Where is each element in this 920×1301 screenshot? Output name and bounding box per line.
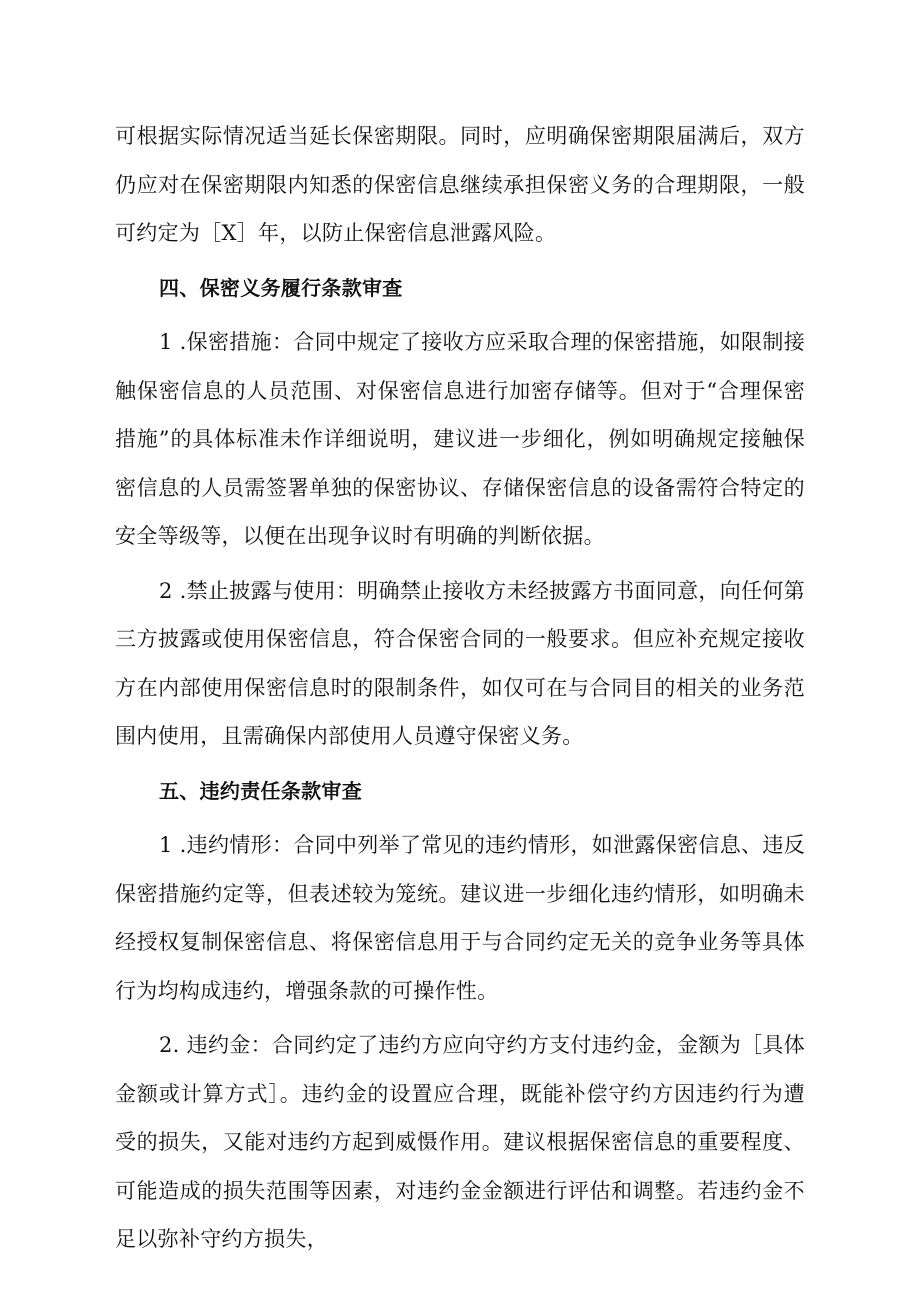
document-body — [115, 112, 805, 1264]
section-heading-5: 五、违约责任条款审查 — [159, 778, 362, 803]
section4-item-1: 1 .保密措施：合同中规定了接收方应采取合理的保密措施，如限制接触保密信息的人员范围、对保密信息进行加密存储等。但对于“合理保密措施”的具体标准未作详细说明，建议进一步细化，例如明确规定接触保密信息的人员需签署单独的保密协议、存储保密信息的设备需符合特定的安全等级等，以便在出现争议时有明确的判断依据。 — [115, 330, 805, 548]
section5-item-2: 2. 违约金：合同约定了违约方应向守约方支付违约金，金额为［具体金额或计算方式］。违约金的设置应合理，既能补偿守约方因违约行为遭受的损失，又能对违约方起到威慑作用。建议根据保密信息的重要程度、可能造成的损失范围等因素，对违约金金额进行评估和调整。若违约金不足以弥补守约方损失， — [115, 1033, 805, 1251]
section-heading-4: 四、保密义务履行条款审查 — [159, 275, 403, 300]
continuation-paragraph: 可根据实际情况适当延长保密期限。同时，应明确保密期限届满后，双方仍应对在保密期限内知悉的保密信息继续承担保密义务的合理期限，一般可约定为［X］年，以防止保密信息泄露风险。 — [115, 124, 805, 245]
section4-item-2: 2 .禁止披露与使用：明确禁止接收方未经披露方书面同意，向任何第三方披露或使用保密信息，符合保密合同的一般要求。但应补充规定接收方在内部使用保密信息时的限制条件，如仅可在与合同目的相关的业务范围内使用，且需确保内部使用人员遵守保密义务。 — [115, 578, 805, 748]
section5-item-1: 1 .违约情形：合同中列举了常见的违约情形，如泄露保密信息、违反保密措施约定等，但表述较为笼统。建议进一步细化违约情形，如明确未经授权复制保密信息、将保密信息用于与合同约定无关的竞争业务等具体行为均构成违约，增强条款的可操作性。 — [115, 833, 805, 1003]
